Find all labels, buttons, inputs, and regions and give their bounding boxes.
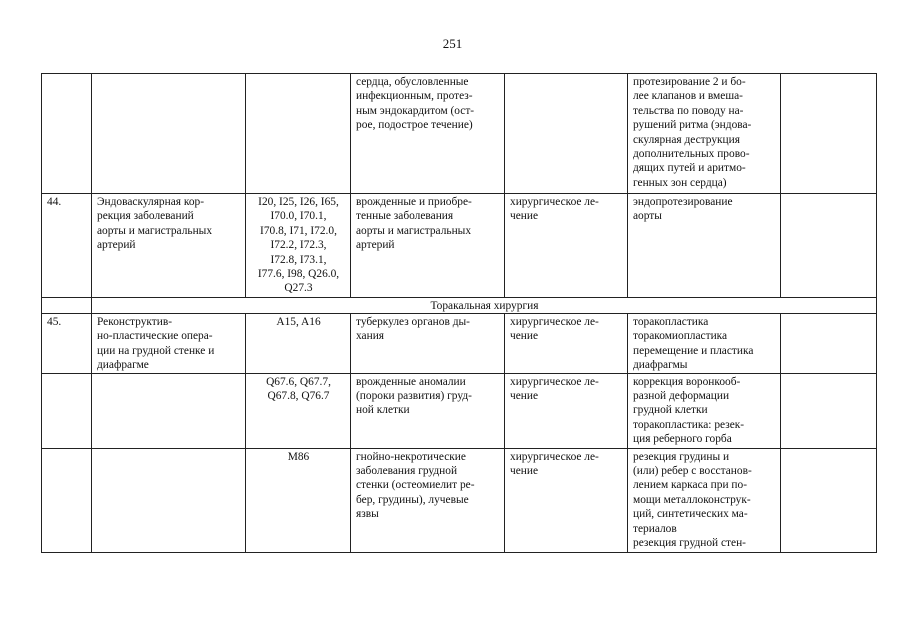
section-blank-cell [42,298,92,314]
text-line: ции на грудной стенке и [97,344,215,357]
cell-care-type [92,74,246,194]
text-line: грудной клетки [633,404,708,417]
text-line: I77.6, I98, Q26.0, [257,268,340,281]
text-line: туберкулез органов ды- [356,316,470,328]
text-line: язвы [356,508,379,521]
text-line: стенки (остеомиелит ре- [356,479,475,492]
cell-number [42,373,92,448]
text-line: сердца, обусловленные [356,76,469,88]
cell-icd-codes [246,448,351,552]
cell-number [42,314,92,374]
cell-number [42,448,92,552]
text-line: чение [510,330,539,343]
text-line: разной деформации [633,390,730,403]
text-line: чение [510,465,539,478]
cell-icd-codes [246,314,351,374]
text-line: диафрагме [97,359,149,372]
cell-patient-model [351,74,505,194]
text-line: A15, A16 [276,316,321,328]
cell-treatment-method [628,314,781,374]
text-line: Реконструктив- [97,316,173,328]
text-line: артерий [97,239,136,252]
text-line: аорты и магистральных [97,224,213,237]
cell-care-type [92,373,246,448]
cell-care-type [92,314,246,374]
cell-patient-model [351,194,505,298]
text-line: резекция грудной стен- [633,537,746,550]
text-line: протезирование 2 и бо- [633,76,746,88]
text-line: гнойно-некротические [356,450,466,463]
text-line: врожденные и приобре- [356,196,472,208]
cell-treatment-method [628,194,781,298]
cell-treatment-kind [505,194,628,298]
table-row-45-congenital [42,373,877,448]
text-line: I72.2, I72.3, [270,239,327,252]
cell-patient-model [351,314,505,374]
text-line: хания [356,330,385,343]
cell-number [42,194,92,298]
text-line: торакомиопластика [633,330,728,343]
cell-treatment-method [628,373,781,448]
text-line: хирургическое ле- [510,375,599,388]
cell-treatment-method [628,74,781,194]
text-line: Q67.6, Q67.7, [266,375,331,388]
cell-treatment-kind [505,314,628,374]
text-line: териалов [633,522,677,535]
table-body [42,74,877,553]
cell-extra [781,74,877,194]
cell-treatment-kind [505,74,628,194]
text-line: диафрагмы [633,359,688,372]
page-number: 251 [442,36,463,51]
cell-extra [781,194,877,298]
text-line: но-пластические опера- [97,330,213,343]
text-line: хирургическое ле- [510,196,599,208]
text-line: ной клетки [356,404,410,417]
text-line: (или) ребер с восстанов- [633,465,752,478]
text-line: I70.0, I70.1, [270,210,327,223]
text-line: аорты и магистральных [356,224,472,237]
text-line: бер, грудины), лучевые [356,493,469,506]
section-row [42,298,877,314]
text-line: аорты [633,210,662,223]
text-line: лением каркаса при по- [633,479,747,492]
table-row-45 [42,314,877,374]
text-line: тенные заболевания [356,210,454,223]
cell-icd-codes [246,194,351,298]
text-line: ным эндокардитом (ост- [356,104,475,117]
cell-icd-codes [246,373,351,448]
cell-care-type [92,194,246,298]
cell-extra [781,373,877,448]
text-line: резекция грудины и [633,450,730,463]
text-line: 44. [47,196,62,208]
cell-patient-model [351,448,505,552]
text-line: Q27.3 [284,282,313,295]
text-line: тельства по поводу на- [633,104,744,117]
text-line: генных зон сердца) [633,176,727,189]
table-row-continuation [42,74,877,194]
cell-extra [781,314,877,374]
text-line: 45. [47,316,62,328]
cell-care-type [92,448,246,552]
text-line: хирургическое ле- [510,316,599,328]
text-line: эндопротезирование [633,196,733,208]
text-line: рое, подострое течение) [356,119,473,132]
table-row-44 [42,194,877,298]
cell-treatment-method [628,448,781,552]
text-line: скулярная деструкция [633,133,740,146]
text-line: лее клапанов и вмеша- [633,90,743,103]
text-line: чение [510,210,539,223]
text-line: (пороки развития) груд- [356,390,472,403]
text-line: ция реберного горба [633,433,732,446]
cell-treatment-kind [505,448,628,552]
text-line: Q67.8, Q76.7 [267,390,330,403]
cell-treatment-kind [505,373,628,448]
text-line: чение [510,390,539,403]
text-line: M86 [287,450,310,463]
section-title: Торакальная хирургия [92,298,877,314]
table-row-45-necrotic [42,448,877,552]
text-line: I20, I25, I26, I65, [258,196,339,208]
text-line: перемещение и пластика [633,344,754,357]
cell-icd-codes [246,74,351,194]
text-line: Эндоваскулярная кор- [97,196,205,208]
text-line: мощи металлоконструк- [633,493,751,506]
text-line: торакопластика [633,316,709,328]
cell-patient-model [351,373,505,448]
cell-number [42,74,92,194]
text-line: артерий [356,239,395,252]
medical-care-table [41,73,877,553]
text-line: ций, синтетических ма- [633,508,748,521]
text-line: инфекционным, протез- [356,90,473,103]
text-line: I72.8, I73.1, [270,253,327,266]
text-line: врожденные аномалии [356,375,466,388]
text-line: торакопластика: резек- [633,418,745,431]
text-line: заболевания грудной [356,465,458,478]
text-line: коррекция воронкооб- [633,375,741,388]
text-line: I70.8, I71, I72.0, [260,224,337,237]
text-line: хирургическое ле- [510,450,599,463]
cell-extra [781,448,877,552]
text-line: дящих путей и аритмо- [633,162,746,175]
text-line: рекция заболеваний [97,210,194,223]
text-line: рушений ритма (эндова- [633,119,752,132]
text-line: дополнительных прово- [633,148,750,161]
